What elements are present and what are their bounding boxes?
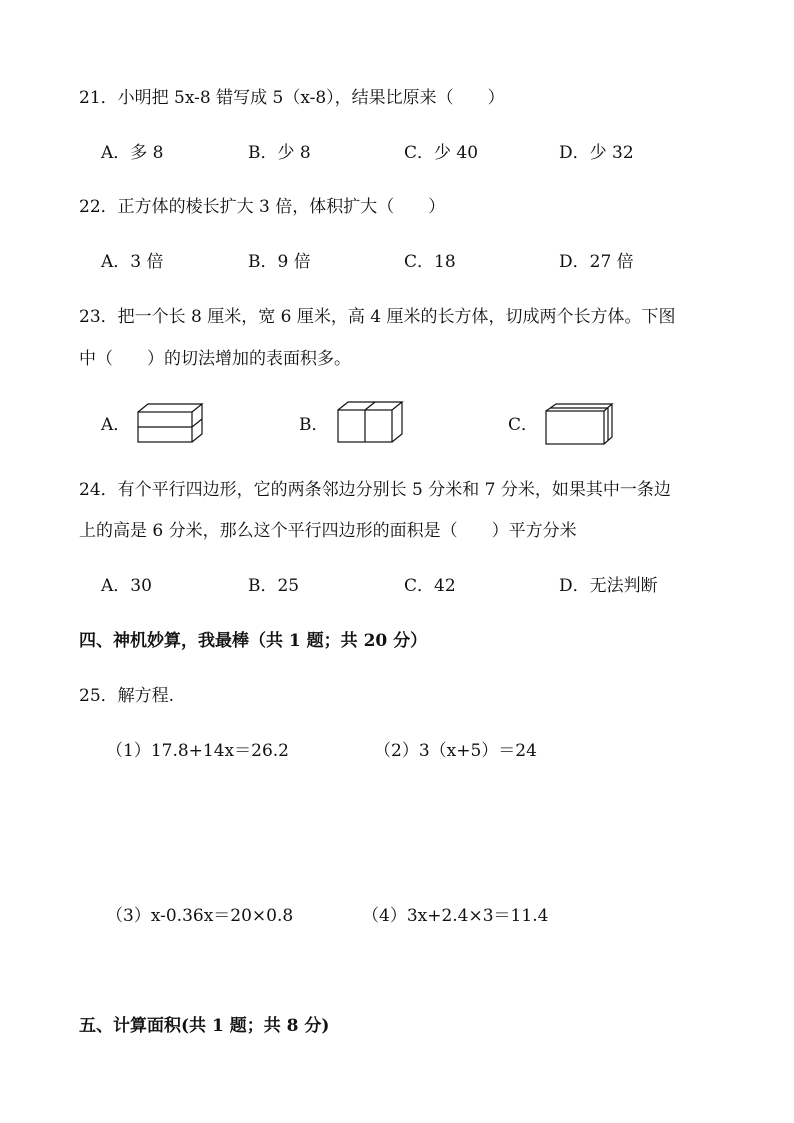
q25-equation-2: （2）3（x+5）＝24 <box>374 741 537 761</box>
q23-option-b: B． <box>299 415 329 435</box>
q22-option-d: D．27 倍 <box>559 252 634 272</box>
q25-equation-3: （3）x-0.36x＝20×0.8 <box>106 906 294 926</box>
q25-equation-4: （4）3x+2.4×3＝11.4 <box>362 906 549 926</box>
q24-stem-line1: 24．有个平行四边形，它的两条邻边分别长 5 分米和 7 分米，如果其中一条边 <box>79 480 671 500</box>
cuboid-horizontal-cut-figure <box>136 402 206 448</box>
q24-option-d: D．无法判断 <box>559 576 658 596</box>
cuboid-vertical-front-cut-figure <box>336 400 406 446</box>
q21-option-b: B．少 8 <box>248 143 311 163</box>
q22-stem: 22．正方体的棱长扩大 3 倍，体积扩大（ ） <box>79 197 446 217</box>
q23-stem-line2: 中（ ）的切法增加的表面积多。 <box>79 349 351 369</box>
q21-stem: 21．小明把 5x-8 错写成 5（x-8），结果比原来（ ） <box>79 88 505 108</box>
section5-heading: 五、计算面积(共 1 题；共 8 分) <box>79 1016 330 1036</box>
q22-option-c: C．18 <box>404 252 456 272</box>
q21-option-d: D．少 32 <box>559 143 634 163</box>
q24-option-c: C．42 <box>404 576 456 596</box>
q22-option-a: A．3 倍 <box>101 252 164 272</box>
q23-option-c: C． <box>508 415 539 435</box>
q24-option-a: A．30 <box>101 576 152 596</box>
section4-heading: 四、神机妙算，我最棒（共 1 题；共 20 分） <box>79 631 428 651</box>
q24-stem-line2: 上的高是 6 分米，那么这个平行四边形的面积是（ ）平方分米 <box>79 521 577 541</box>
cuboid-vertical-side-cut-figure <box>544 402 614 448</box>
q23-option-a: A． <box>101 415 131 435</box>
q21-option-a: A．多 8 <box>101 143 164 163</box>
q25-equation-1: （1）17.8+14x＝26.2 <box>106 741 289 761</box>
q24-option-b: B．25 <box>248 576 300 596</box>
q23-stem-line1: 23．把一个长 8 厘米，宽 6 厘米，高 4 厘米的长方体，切成两个长方体。下图 <box>79 307 676 327</box>
q22-option-b: B．9 倍 <box>248 252 311 272</box>
q21-option-c: C．少 40 <box>404 143 479 163</box>
q25-stem: 25．解方程. <box>79 686 175 706</box>
